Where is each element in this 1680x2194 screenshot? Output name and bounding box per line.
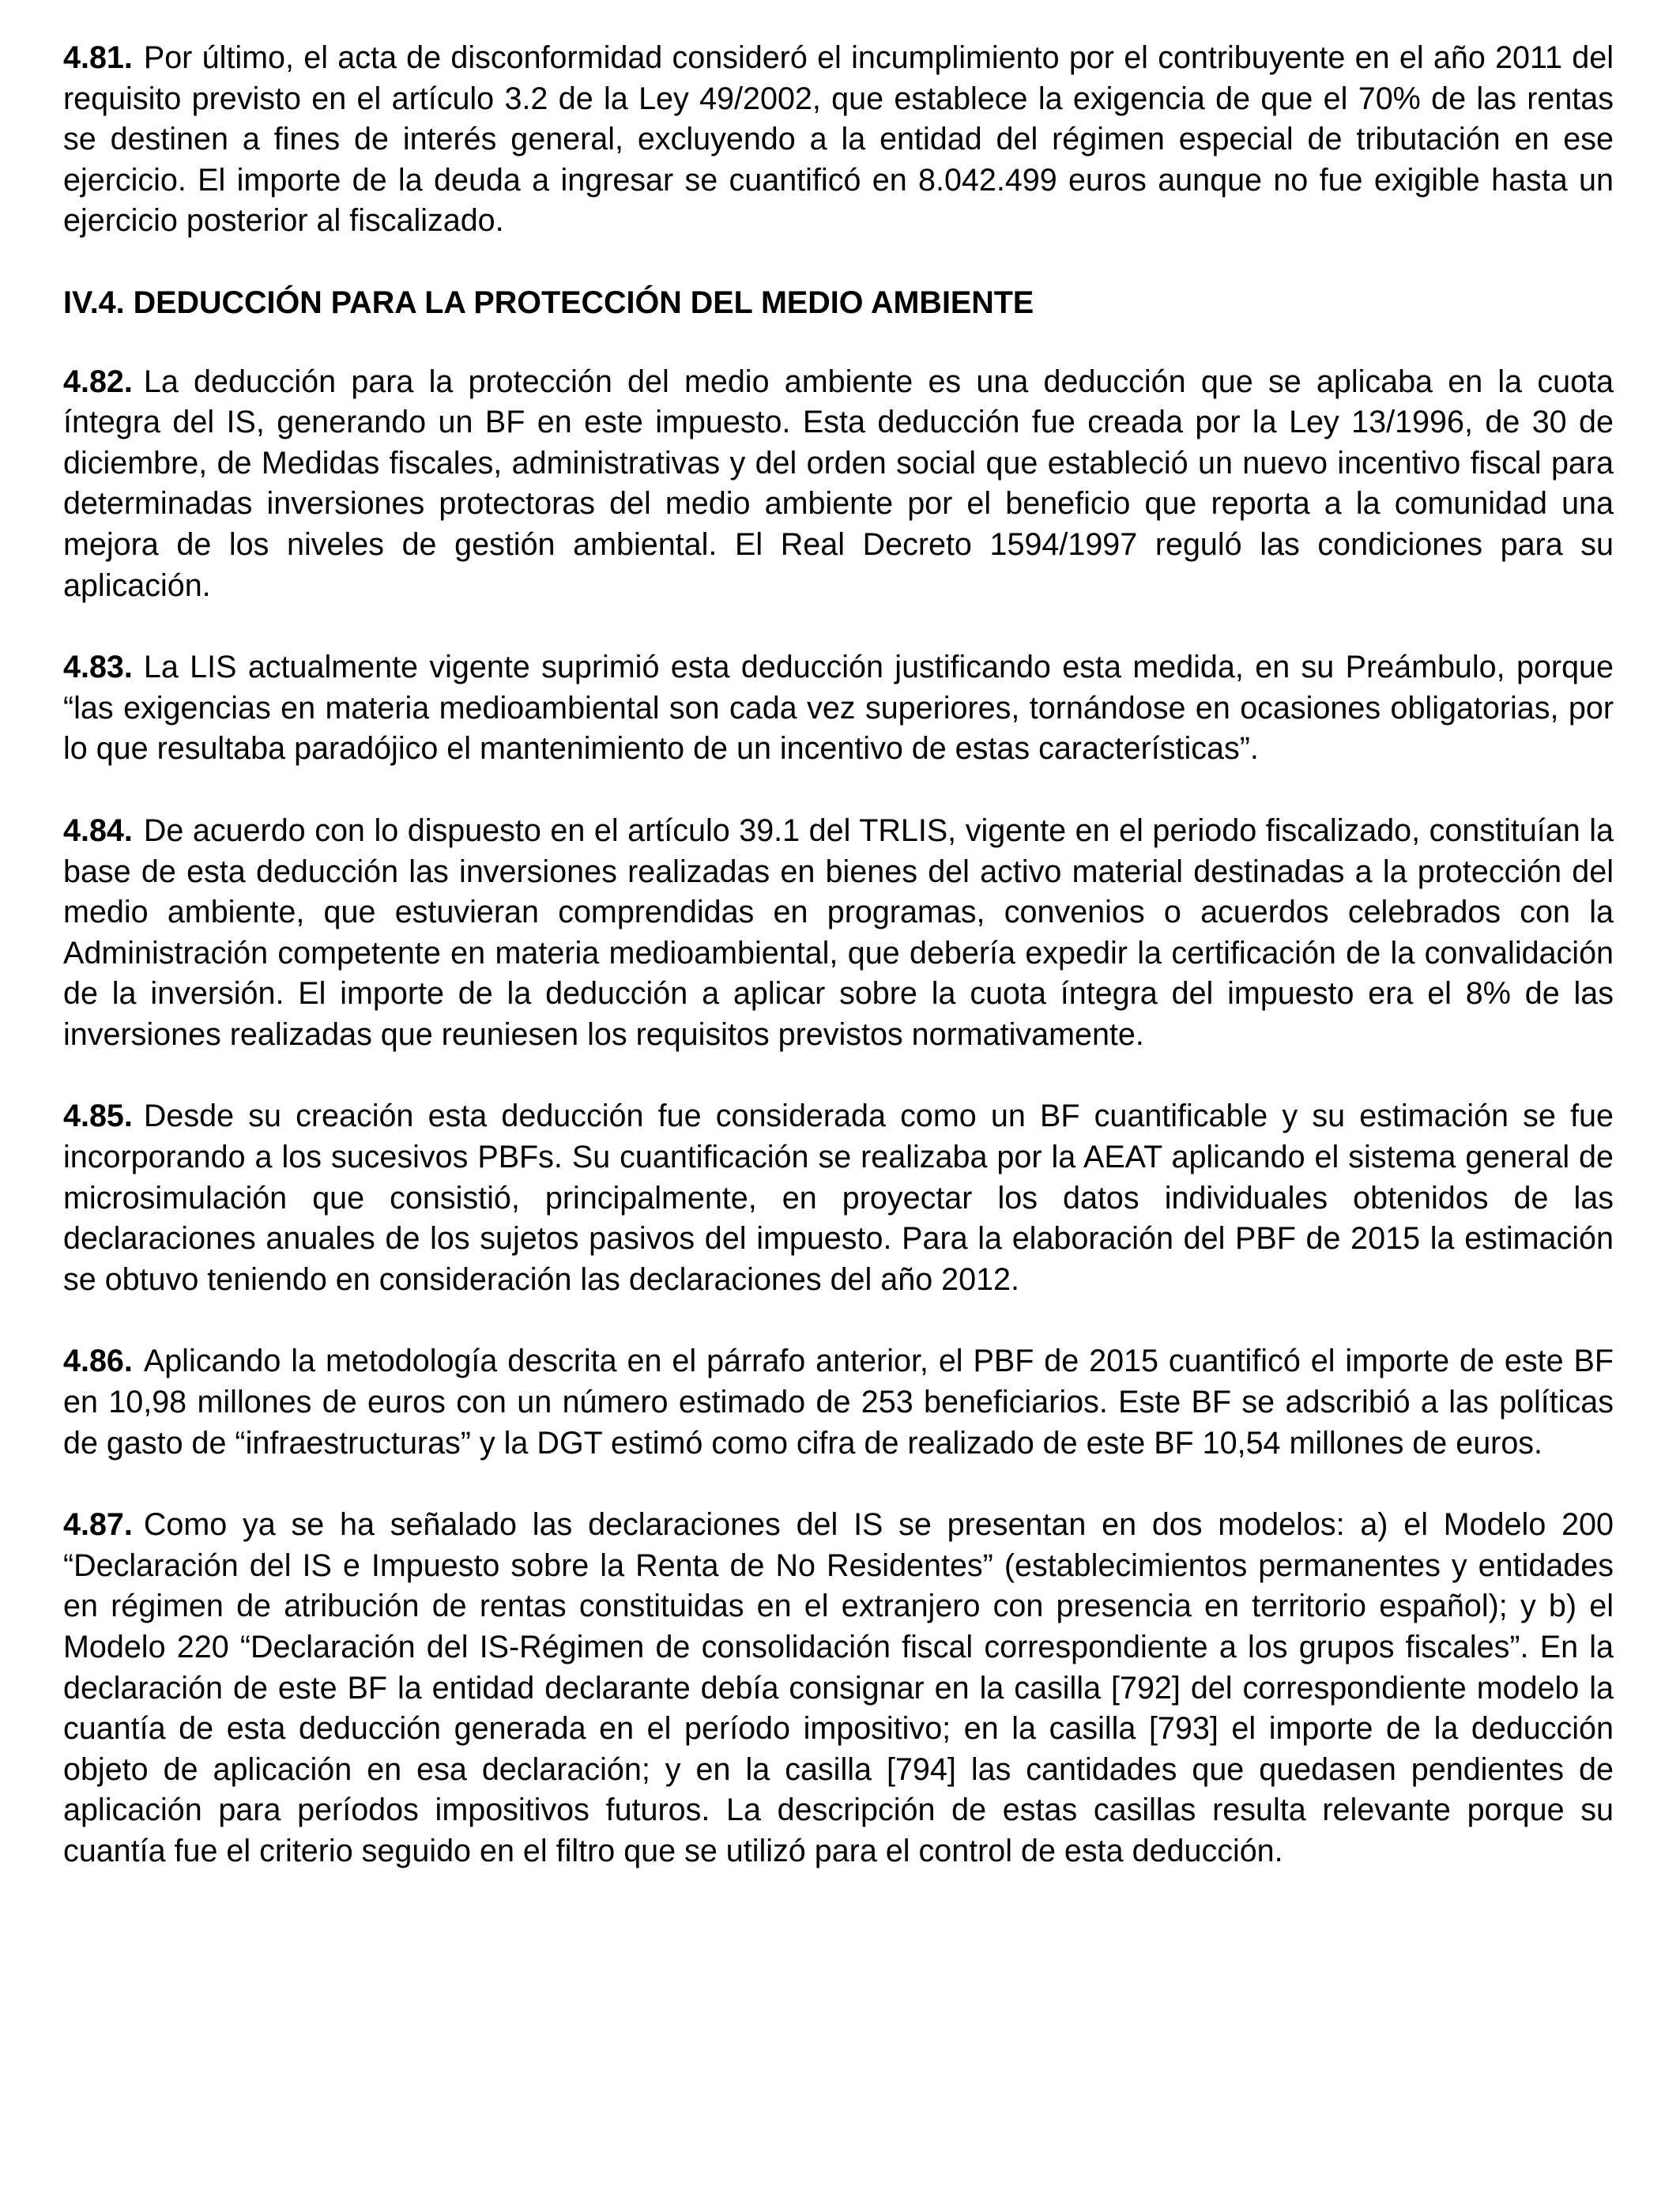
paragraph-4-84 (63, 811, 1614, 1056)
paragraph-4-81 (63, 38, 1614, 242)
paragraph-4-83 (63, 647, 1614, 770)
paragraph-text: Por último, el acta de disconformidad consideró el incumplimiento por el contribuyente en el año 2011 del requisito previsto en el artículo 3.2 de la Ley 49/2002, que establece la exigencia de que el 70% de las rentas se destinen a fines de interés general, excluyendo a la entidad del régimen especial de tributación en ese ejercicio. El importe de la deuda a ingresar se cuantificó en 8.042.499 euros aunque no fue exigible hasta un ejercicio posterior al fiscalizado. (63, 40, 1614, 239)
paragraph-number: 4.82. (63, 364, 133, 399)
paragraph-number: 4.83. (63, 650, 133, 685)
paragraph-text: Como ya se ha señalado las declaraciones del IS se presentan en dos modelos: a) el Modelo 200 “Declaración del IS e Impuesto sobre la Renta de No Residentes” (establecimientos permanentes y entidades en régimen de atribución de rentas constituidas en el extranjero con presencia en territorio español); y b) el Modelo 220 “Declaración del IS-Régimen de consolidación fiscal correspondiente a los grupos fiscales”. En la declaración de este BF la entidad declarante debía consignar en la casilla [792] del correspondiente modelo la cuantía de esta deducción generada en el período impositivo; en la casilla [793] el importe de la deducción objeto de aplicación en esa declaración; y en la casilla [794] las cantidades que quedasen pendientes de aplicación para períodos impositivos futuros. La descripción de estas casillas resulta relevante porque su cuantía fue el criterio seguido en el filtro que se utilizó para el control de esta deducción. (63, 1507, 1614, 1868)
paragraph-number: 4.85. (63, 1099, 133, 1134)
paragraph-number: 4.87. (63, 1507, 133, 1543)
paragraph-4-86 (63, 1341, 1614, 1464)
section-heading: IV.4. DEDUCCIÓN PARA LA PROTECCIÓN DEL MEDIO AMBIENTE (63, 285, 1034, 320)
paragraph-text: La LIS actualmente vigente suprimió esta deducción justificando esta medida, en su Preámbulo, porque “las exigencias en materia medioambiental son cada vez superiores, tornándose en ocasiones obligatorias, por lo que resultaba paradójico el mantenimiento de un incentivo de estas características”. (63, 650, 1614, 767)
paragraph-text: Aplicando la metodología descrita en el párrafo anterior, el PBF de 2015 cuantificó el importe de este BF en 10,98 millones de euros con un número estimado de 253 beneficiarios. Este BF se adscribió a las políticas de gasto de “infraestructuras” y la DGT estimó como cifra de realizado de este BF 10,54 millones de euros. (63, 1344, 1614, 1461)
paragraph-4-82 (63, 362, 1614, 607)
paragraph-4-85 (63, 1096, 1614, 1300)
paragraph-number: 4.86. (63, 1344, 133, 1379)
paragraph-number: 4.84. (63, 812, 133, 848)
document-page (63, 38, 1614, 1913)
paragraph-number: 4.81. (63, 40, 133, 75)
paragraph-4-87 (63, 1505, 1614, 1872)
paragraph-text: De acuerdo con lo dispuesto en el artículo 39.1 del TRLIS, vigente en el periodo fiscalizado, constituían la base de esta deducción las inversiones realizadas en bienes del activo material destinadas a la protección del medio ambiente, que estuvieran comprendidas en programas, convenios o acuerdos celebrados con la Administración competente en materia medioambiental, que debería expedir la certificación de la convalidación de la inversión. El importe de la deducción a aplicar sobre la cuota íntegra del impuesto era el 8% de las inversiones realizadas que reuniesen los requisitos previstos normativamente. (63, 812, 1614, 1052)
paragraph-text: La deducción para la protección del medio ambiente es una deducción que se aplicaba en la cuota íntegra del IS, generando un BF en este impuesto. Esta deducción fue creada por la Ley 13/1996, de 30 de diciembre, de Medidas fiscales, administrativas y del orden social que estableció un nuevo incentivo fiscal para determinadas inversiones protectoras del medio ambiente por el beneficio que reporta a la comunidad una mejora de los niveles de gestión ambiental. El Real Decreto 1594/1997 reguló las condiciones para su aplicación. (63, 364, 1614, 603)
paragraph-text: Desde su creación esta deducción fue considerada como un BF cuantificable y su estimación se fue incorporando a los sucesivos PBFs. Su cuantificación se realizaba por la AEAT aplicando el sistema general de microsimulación que consistió, principalmente, en proyectar los datos individuales obtenidos de las declaraciones anuales de los sujetos pasivos del impuesto. Para la elaboración del PBF de 2015 la estimación se obtuvo teniendo en consideración las declaraciones del año 2012. (63, 1099, 1614, 1297)
